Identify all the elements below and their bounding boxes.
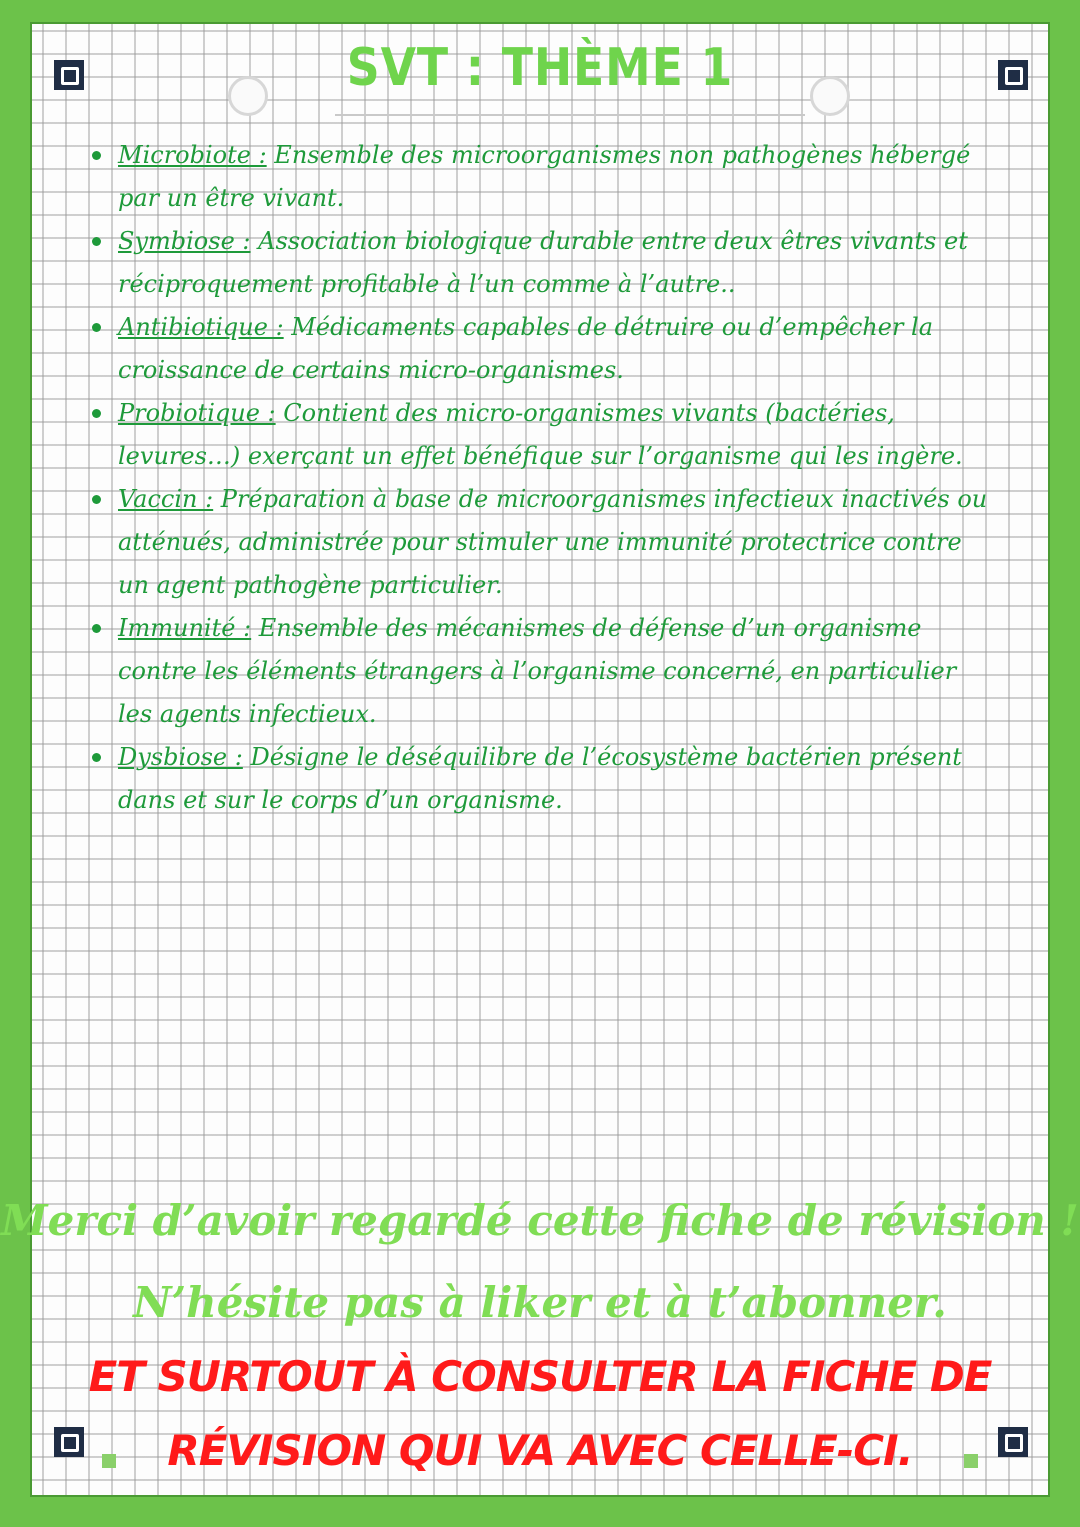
definition-term: Probiotique :	[118, 399, 276, 427]
definition-text: Ensemble des microorganismes non pathogènes hébergé par un être vivant.	[118, 141, 971, 212]
title-underline	[335, 114, 805, 116]
definition-item	[90, 134, 990, 220]
definition-term: Vaccin :	[118, 485, 214, 513]
definition-text: Association biologique durable entre deux êtres vivants et réciproquement profitable à l’un comme à l’autre..	[118, 227, 968, 298]
definition-item	[90, 736, 990, 822]
definition-term: Microbiote :	[118, 141, 267, 169]
definition-item	[90, 478, 990, 607]
definition-text: Préparation à base de microorganismes infectieux inactivés ou atténués, administrée pour stimuler une immunité protectrice contre un agent pathogène particulier.	[118, 485, 988, 599]
page-title: SVT : THÈME 1	[346, 38, 734, 98]
definition-term: Symbiose :	[118, 227, 251, 255]
definition-item	[90, 607, 990, 736]
definition-list	[90, 134, 990, 822]
definition-term: Antibiotique :	[118, 313, 284, 341]
definition-text: Médicaments capables de détruire ou d’empêcher la croissance de certains micro-organismes.	[118, 313, 934, 384]
definition-text: Ensemble des mécanismes de défense d’un organisme contre les éléments étrangers à l’organisme concerné, en particulier les agents infectieux.	[118, 614, 957, 728]
definition-term: Immunité :	[118, 614, 252, 642]
thanks-line-1: Merci d’avoir regardé cette fiche de révision !	[1, 1196, 1079, 1245]
definition-term: Dysbiose :	[118, 743, 243, 771]
definition-item	[90, 306, 990, 392]
definition-item	[90, 220, 990, 306]
definition-item	[90, 392, 990, 478]
definition-text: Contient des micro-organismes vivants (bactéries, levures…) exerçant un effet bénéfique sur l’organisme qui les ingère.	[118, 399, 963, 470]
cta-line-1: ET SURTOUT À CONSULTER LA FICHE DE	[88, 1352, 992, 1401]
thanks-line-2: N’hésite pas à liker et à t’abonner.	[133, 1278, 947, 1327]
cta-line-2: RÉVISION QUI VA AVEC CELLE-CI.	[167, 1426, 913, 1475]
definition-text: Désigne le déséquilibre de l’écosystème bactérien présent dans et sur le corps d’un organisme.	[118, 743, 962, 814]
